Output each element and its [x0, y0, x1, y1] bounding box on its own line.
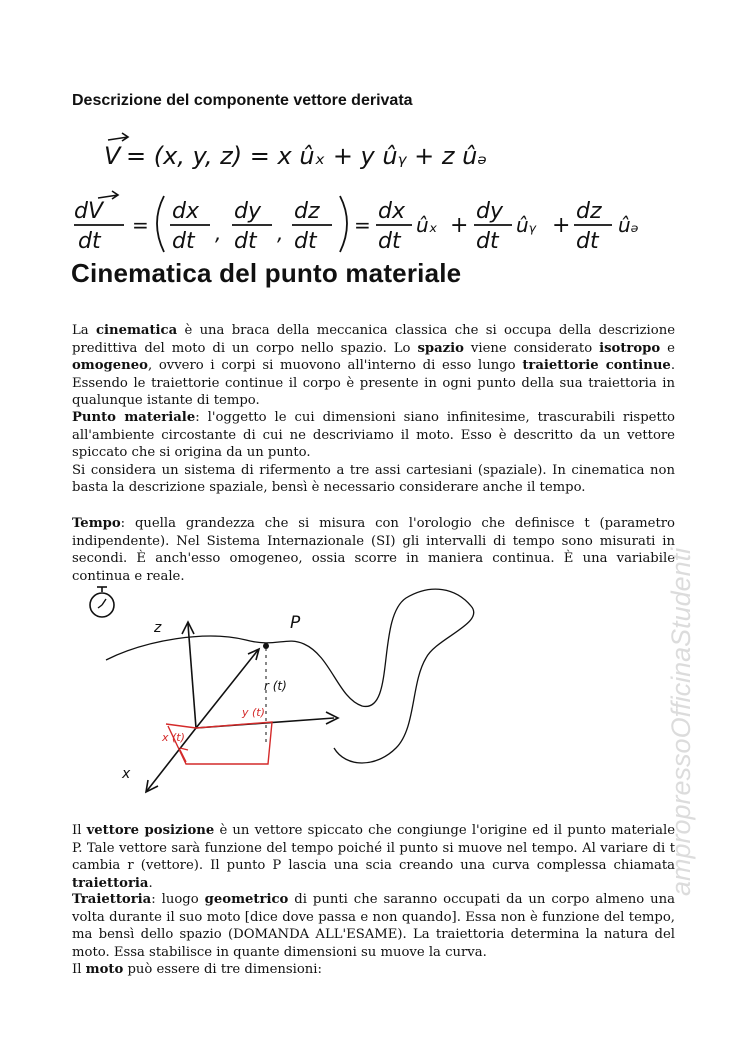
watermark: ampropressoOfficinaStudenti — [666, 547, 696, 896]
vector-arrow-icon — [98, 191, 118, 199]
ux-unit: ûₓ — [416, 213, 438, 237]
label-r: r (t) — [264, 679, 287, 693]
vector-arrow-icon — [108, 133, 128, 141]
dx-numerator-2: dx — [378, 199, 405, 224]
formula-1-rhs: = (x, y, z) = x ûₓ + y ûᵧ + z ûₔ — [126, 142, 488, 170]
uz-unit: ûₔ — [618, 213, 640, 237]
dx-denominator: dt — [172, 229, 195, 254]
label-x: x — [122, 766, 131, 782]
dy-denominator: dt — [234, 229, 257, 254]
paragraph-traiettoria: Traiettoria: luogo geometrico di punti che saranno occupati da un corpo almeno una volta durante il suo moto [dice dove passa e non quando]. Essa non è funzione del tempo, ma bensì dello spazio (DOMANDA ALL'ESAME). La traiettoria determina la natura del moto. Essa stabilisce in quante dimensioni su muove la curva. Il moto può essere di tre dimensioni: — [72, 892, 675, 978]
svg-text:,: , — [215, 221, 222, 245]
formula-1-lhs: V — [104, 142, 121, 170]
svg-text:+: + — [450, 213, 469, 238]
dx-numerator: dx — [172, 199, 199, 224]
formula-derivative — [72, 190, 672, 256]
equals-sign-2: = — [354, 213, 371, 237]
label-z: z — [154, 620, 162, 636]
formula-position-vector — [98, 130, 558, 176]
dt-denominator: dt — [78, 229, 101, 254]
dz-numerator: dz — [294, 199, 320, 224]
dz-denominator-2: dt — [576, 229, 599, 254]
equals-sign: = — [132, 213, 149, 237]
section-title: Descrizione del componente vettore derivata — [72, 92, 413, 109]
dx-denominator-2: dt — [378, 229, 401, 254]
label-xt: x (t) — [162, 731, 185, 744]
svg-text:+: + — [552, 213, 571, 238]
svg-text:,: , — [277, 221, 284, 245]
paragraph-cinematica: La cinematica è una braca della meccanica classica che si occupa della descrizione predittiva del moto di un corpo nello spazio. Lo spazio viene considerato isotropo e omogeneo, ovvero i corpi si muovono all'interno di esso lungo traiettorie continue. Essendo le traiettorie continue il corpo è presente in ogni punto della sua traiettoria in qualunque istante di tempo. — [72, 323, 676, 409]
dy-denominator-2: dt — [476, 229, 499, 254]
paragraph-tempo: Tempo: quella grandezza che si misura con l'orologio che definisce t (parametro indipendente). Nel Sistema Internazionale (SI) gli intervalli di tempo sono misurati in secondi. È anch'esso omogeneo, ossia scorre in maniera continua. È una variabile continua e reale. — [72, 516, 675, 584]
z-axis — [188, 624, 196, 728]
position-vector-diagram — [76, 578, 546, 806]
stopwatch-icon — [90, 587, 114, 617]
uy-unit: ûᵧ — [516, 213, 537, 237]
dz-denominator: dt — [294, 229, 317, 254]
main-title: Cinematica del punto materiale — [71, 258, 462, 288]
left-paren — [157, 196, 164, 252]
paragraph-punto-materiale: Punto materiale: l'oggetto le cui dimensioni siano infinitesime, trascurabili rispetto all'ambiente circostante di cui ne descriviamo il moto. Esso è descritto da un vettore spiccato che si origina da un punto. Si considera un sistema di rifermento a tre assi cartesiani (spaziale). In cinematica non basta la descrizione spaziale, bensì è necessario considerare anche il tempo. — [72, 410, 675, 496]
paragraph-vettore-posizione: Il vettore posizione è un vettore spiccato che congiunge l'origine ed il punto materiale P. Tale vettore sarà funzione del tempo poiché il punto si muove nel tempo. Al variare di t cambia r (vettore). Il punto P lascia una scia creando una curva complessa chiamata traiettoria. — [72, 823, 676, 891]
right-paren — [340, 196, 347, 252]
label-p: P — [290, 613, 301, 633]
dv-numerator: dV — [74, 199, 104, 224]
dy-numerator-2: dy — [476, 199, 503, 224]
dz-numerator-2: dz — [576, 199, 602, 224]
label-yt: y (t) — [242, 706, 265, 719]
dy-numerator: dy — [234, 199, 261, 224]
